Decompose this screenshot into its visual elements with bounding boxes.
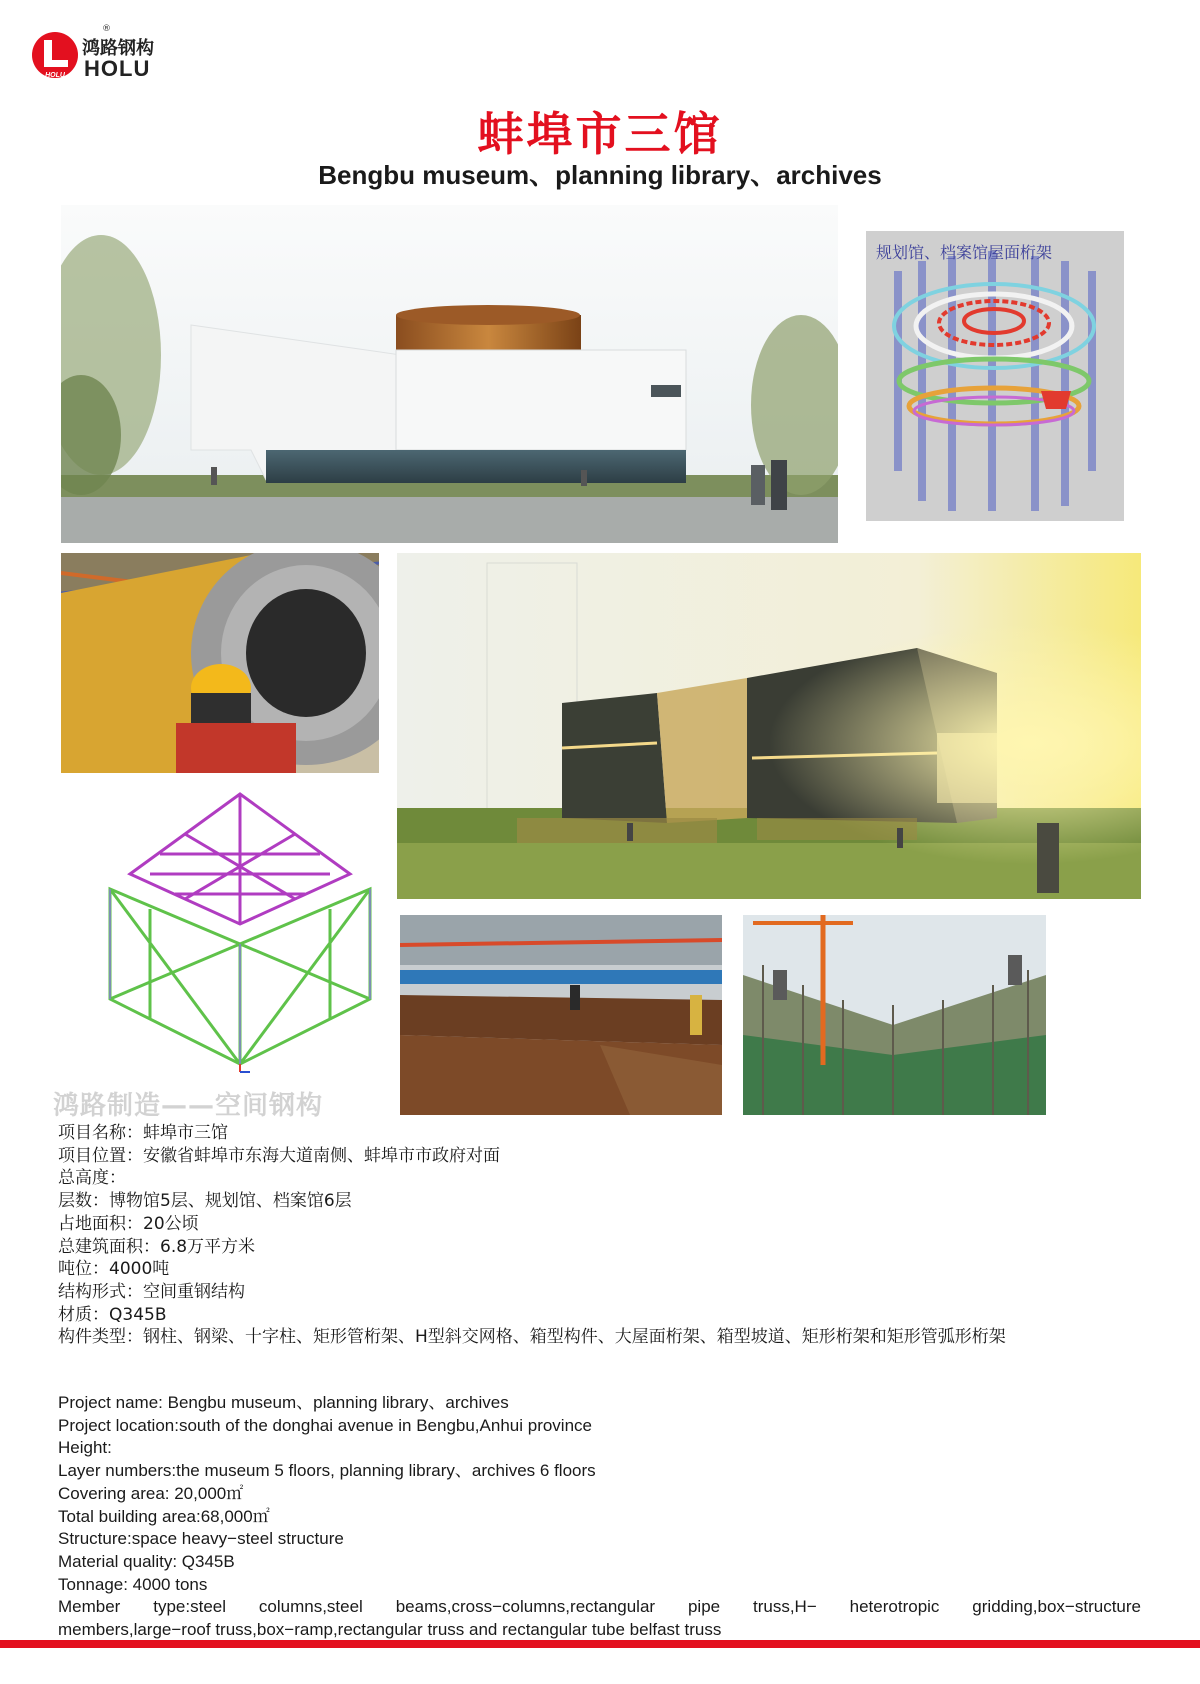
pipe-welding-image — [61, 553, 379, 773]
detail-material: 材质：Q345B — [58, 1304, 167, 1325]
detail-building-area: 总建筑面积：6.8万平方米 — [58, 1236, 256, 1257]
detail-member-types: 构件类型：钢柱、钢梁、十字柱、矩形管桁架、H型斜交网格、箱型构件、大屋面桁架、箱型坡道、矩形桁架和矩形管弧形桁架 — [58, 1327, 1006, 1348]
roof-truss-caption: 规划馆、档案馆屋面桁架 — [876, 243, 1053, 262]
page-title-en: Bengbu museum、planning library、archives — [318, 160, 882, 190]
company-slogan: 鸿路制造——空间钢构 — [53, 1091, 324, 1121]
project-details-en — [58, 1392, 1141, 1642]
logo-name-cn: 鸿路钢构 — [82, 38, 154, 59]
museum-rendering-image — [61, 205, 838, 543]
detail-land-area: 占地面积：20公顷 — [58, 1213, 199, 1234]
company-logo — [30, 22, 180, 80]
page-title-cn: 蚌埠市三馆 — [477, 107, 723, 161]
detail-structure-en: Structure:space heavy−steel structure — [58, 1529, 344, 1549]
roof-truss-model-image — [866, 231, 1124, 521]
detail-height-en: Height: — [58, 1438, 112, 1458]
svg-text:HOLU: HOLU — [45, 72, 65, 79]
space-frame-model-image — [90, 784, 390, 1074]
detail-material-en: Material quality: Q345B — [58, 1551, 235, 1571]
logo-name-en: HOLU — [84, 56, 151, 81]
detail-tonnage-en: Tonnage: 4000 tons — [58, 1574, 208, 1594]
detail-member-types-en-cont: members,large−roof truss,box−ramp,rectangular truss and rectangular tube belfast truss — [58, 1620, 722, 1640]
detail-project-location: 项目位置：安徽省蚌埠市东海大道南侧、蚌埠市市政府对面 — [58, 1145, 500, 1166]
footer-red-bar — [0, 1640, 1200, 1648]
detail-floors-en: Layer numbers:the museum 5 floors, planning library、archives 6 floors — [58, 1461, 596, 1481]
detail-floors: 层数：博物馆5层、规划馆、档案馆6层 — [58, 1191, 352, 1212]
detail-covering-area-en: Covering area: 20,000㎡ — [58, 1483, 244, 1503]
detail-tonnage: 吨位：4000吨 — [58, 1259, 170, 1280]
detail-building-area-en: Total building area:68,000㎡ — [58, 1506, 270, 1526]
detail-project-name: 项目名称：蚌埠市三馆 — [58, 1123, 228, 1143]
detail-project-location-en: Project location:south of the donghai avenue in Bengbu,Anhui province — [58, 1415, 592, 1435]
holu-logo-mark — [30, 30, 80, 80]
workshop-fabrication-image — [400, 915, 722, 1115]
project-details-cn — [58, 1122, 1141, 1349]
detail-structure: 结构形式：空间重钢结构 — [58, 1281, 245, 1302]
detail-member-types-en: Member type:steel columns,steel beams,cross−columns,rectangular pipe truss,H− heterotropic gridding,box−structure — [58, 1597, 1141, 1617]
construction-site-image — [743, 915, 1046, 1115]
detail-project-name-en: Project name: Bengbu museum、planning library、archives — [58, 1393, 509, 1412]
registered-mark: ® — [102, 24, 111, 34]
archives-rendering-image — [397, 553, 1141, 899]
detail-total-height: 总高度： — [58, 1168, 126, 1189]
